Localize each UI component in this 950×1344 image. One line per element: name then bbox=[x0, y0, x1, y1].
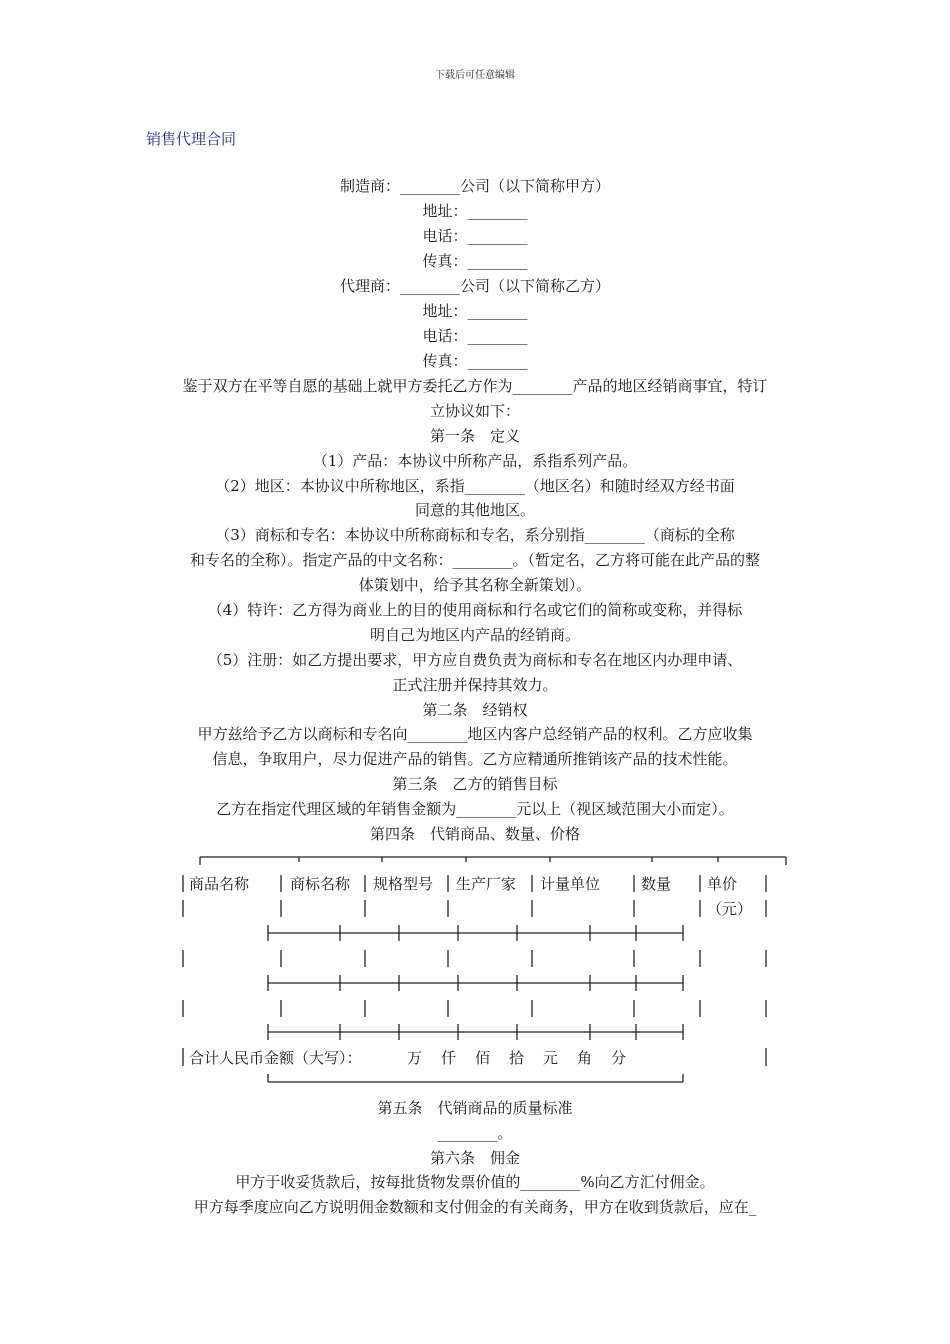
article-3-heading: 第三条 乙方的销售目标 bbox=[392, 775, 558, 793]
article-1-line: （3）商标和专名：本协议中所称商标和专名，系分别指________（商标的全称 bbox=[215, 526, 735, 544]
article-1-heading: 第一条 定义 bbox=[429, 427, 520, 445]
article-5-heading: 第五条 代销商品的质量标准 bbox=[377, 1099, 573, 1117]
article-1-line: 和专名的全称）。指定产品的中文名称：________。（暂定名，乙方将可能在此产品的整 bbox=[189, 551, 760, 569]
article-2-line: 信息，争取用户，尽力促进产品的销售。乙方应精通所推销该产品的技术性能。 bbox=[212, 750, 738, 768]
manufacturer-line: 制造商：________公司（以下简称甲方） bbox=[339, 177, 610, 195]
preamble-line-2: 立协议如下： bbox=[429, 402, 520, 420]
article-1-line: （5）注册：如乙方提出要求，甲方应自费负责为商标和专名在地区内办理申请、 bbox=[207, 651, 743, 669]
agent-address: 地址：________ bbox=[422, 302, 528, 320]
total-amount-units: 万 仟 佰 拾 元 角 分 bbox=[407, 1049, 629, 1067]
column-header-spec-model: 规格型号 bbox=[373, 875, 434, 893]
article-4-heading: 第四条 代销商品、数量、价格 bbox=[369, 825, 580, 843]
article-1-line: （2）地区：本协议中所称地区，系指________（地区名）和随时经双方经书面 bbox=[215, 477, 735, 495]
article-6-heading: 第六条 佣金 bbox=[429, 1149, 520, 1167]
article-1-line: 正式注册并保持其效力。 bbox=[392, 676, 558, 694]
document-title: 销售代理合同 bbox=[146, 130, 237, 148]
article-1-line: 体策划中，给予其名称全新策划）。 bbox=[358, 576, 592, 594]
column-header-unit: 计量单位 bbox=[540, 875, 601, 893]
manufacturer-address: 地址：________ bbox=[422, 202, 528, 220]
article-3-line: 乙方在指定代理区域的年销售金额为________元以上（视区域范围大小而定）。 bbox=[216, 800, 734, 818]
column-header-product-name: 商品名称 bbox=[189, 875, 250, 893]
agent-phone: 电话：________ bbox=[422, 327, 528, 345]
preamble-line-1: 鉴于双方在平等自愿的基础上就甲方委托乙方作为________产品的地区经销商事宜，特订 bbox=[182, 377, 768, 395]
article-5-line: ________。 bbox=[437, 1124, 513, 1142]
article-1-line: 明自己为地区内产品的经销商。 bbox=[369, 626, 580, 644]
article-6-line: 甲方每季度应向乙方说明佣金数额和支付佣金的有关商务，甲方在收到货款后，应在_ bbox=[193, 1198, 757, 1216]
column-header-brand-name: 商标名称 bbox=[290, 875, 351, 893]
column-header-unit-price: 单价 bbox=[707, 875, 738, 893]
article-1-line: 同意的其他地区。 bbox=[414, 501, 535, 519]
article-2-heading: 第二条 经销权 bbox=[422, 701, 528, 719]
article-1-line: （1）产品：本协议中所称产品，系指系列产品。 bbox=[312, 452, 638, 470]
manufacturer-fax: 传真：________ bbox=[422, 252, 528, 270]
article-6-line: 甲方于收妥货款后，按每批货物发票价值的________%向乙方汇付佣金。 bbox=[235, 1173, 715, 1191]
agent-line: 代理商：________公司（以下简称乙方） bbox=[339, 277, 610, 295]
column-header-quantity: 数量 bbox=[641, 875, 672, 893]
article-1-line: （4）特许：乙方得为商业上的目的使用商标和行名或它们的简称或变称，并得标 bbox=[207, 601, 743, 619]
agent-fax: 传真：________ bbox=[422, 352, 528, 370]
column-header-unit-price-sub: （元） bbox=[707, 900, 753, 918]
page-header: 下载后可任意编辑 bbox=[435, 70, 515, 81]
column-header-manufacturer: 生产厂家 bbox=[456, 875, 517, 893]
manufacturer-phone: 电话：________ bbox=[422, 227, 528, 245]
total-amount-label: 合计人民币金额（大写）： bbox=[189, 1049, 362, 1067]
article-2-line: 甲方兹给予乙方以商标和专名向________地区内客户总经销产品的权利。乙方应收集 bbox=[197, 725, 753, 743]
